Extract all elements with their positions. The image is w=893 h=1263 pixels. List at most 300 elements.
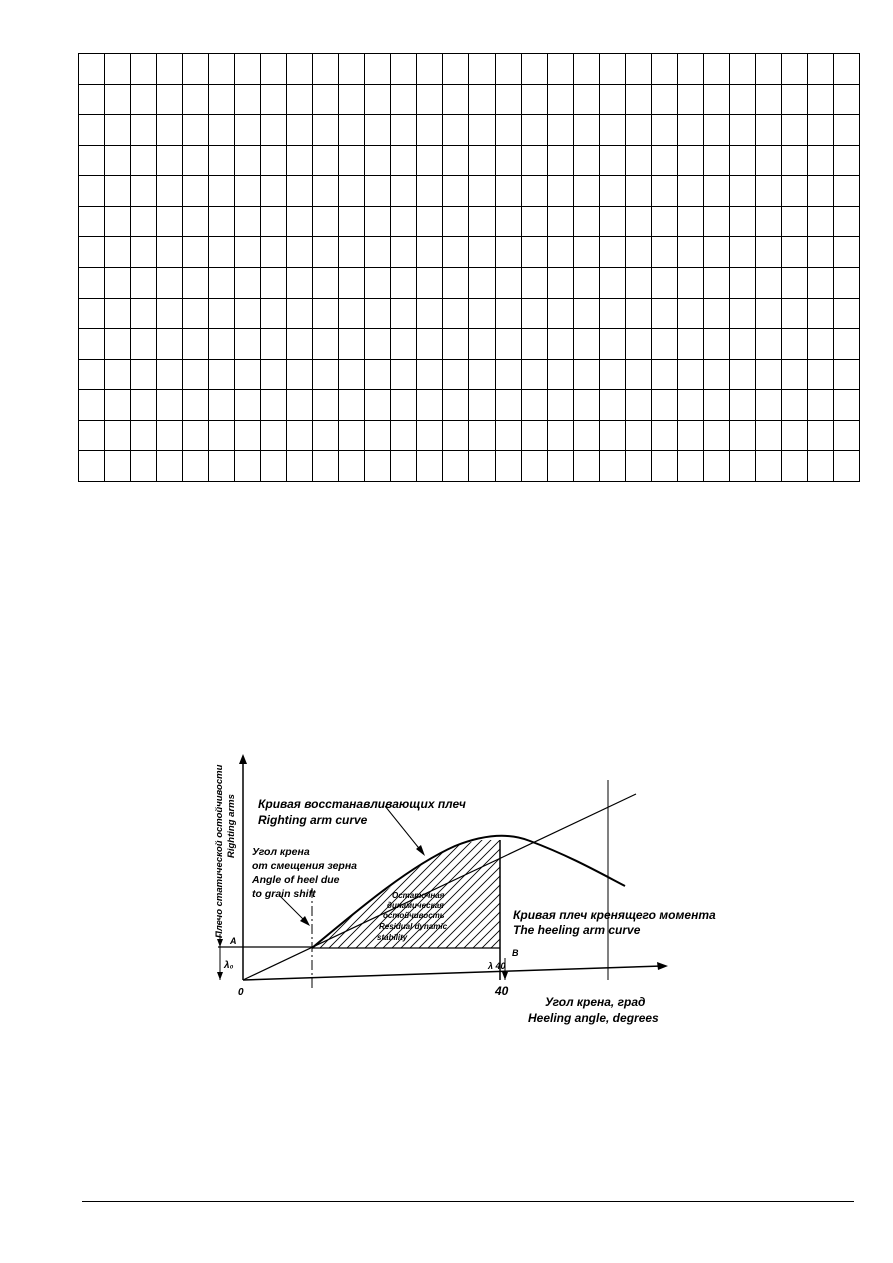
grid-cell: [547, 451, 573, 482]
grid-cell: [443, 206, 469, 237]
grid-cell: [339, 84, 365, 115]
grid-cell: [79, 145, 105, 176]
residual-label-ru-2: динамическая: [387, 901, 444, 910]
grid-cell: [547, 145, 573, 176]
grid-cell: [261, 420, 287, 451]
grid-cell: [157, 267, 183, 298]
grid-cell: [131, 451, 157, 482]
grid-cell: [313, 237, 339, 268]
grid-cell: [183, 298, 209, 329]
grid-cell: [365, 420, 391, 451]
grid-cell: [599, 176, 625, 207]
grid-cell: [261, 451, 287, 482]
grid-row: [79, 206, 860, 237]
grid-cell: [833, 267, 859, 298]
grid-cell: [157, 206, 183, 237]
grid-cell: [339, 176, 365, 207]
grid-cell: [625, 298, 651, 329]
grid-cell: [105, 359, 131, 390]
grid-cell: [209, 206, 235, 237]
grid-cell: [443, 451, 469, 482]
grid-cell: [781, 420, 807, 451]
grid-cell: [833, 84, 859, 115]
grid-cell: [391, 84, 417, 115]
grid-cell: [235, 54, 261, 85]
grid-cell: [209, 176, 235, 207]
grid-cell: [625, 84, 651, 115]
grid-cell: [417, 237, 443, 268]
grid-cell: [443, 84, 469, 115]
grid-cell: [781, 390, 807, 421]
grid-cell: [157, 420, 183, 451]
grid-cell: [703, 420, 729, 451]
grid-cell: [105, 420, 131, 451]
grid-cell: [651, 451, 677, 482]
grid-cell: [625, 237, 651, 268]
grid-cell: [261, 115, 287, 146]
grid-cell: [547, 206, 573, 237]
grid-cell: [495, 451, 521, 482]
grid-cell: [651, 420, 677, 451]
grid-row: [79, 359, 860, 390]
grid-cell: [703, 115, 729, 146]
grid-cell: [417, 329, 443, 360]
grid-cell: [625, 420, 651, 451]
grid-cell: [287, 115, 313, 146]
grid-cell: [521, 237, 547, 268]
grid-cell: [131, 176, 157, 207]
grid-cell: [625, 359, 651, 390]
grid-cell: [807, 176, 833, 207]
grid-cell: [391, 115, 417, 146]
lambda40-arrow: [502, 972, 508, 980]
grid-cell: [781, 298, 807, 329]
grid-cell: [781, 145, 807, 176]
grid-cell: [209, 145, 235, 176]
lambda0-arrow-bottom: [217, 972, 223, 980]
grid-cell: [807, 84, 833, 115]
footer-rule: [82, 1201, 854, 1202]
grid-cell: [287, 359, 313, 390]
grid-cell: [703, 329, 729, 360]
grid-cell: [781, 206, 807, 237]
grid-cell: [651, 176, 677, 207]
grid-cell: [261, 54, 287, 85]
grid-cell: [365, 329, 391, 360]
grid-cell: [729, 237, 755, 268]
grid-cell: [807, 359, 833, 390]
grid-cell: [573, 451, 599, 482]
grid-cell: [677, 54, 703, 85]
grid-cell: [599, 145, 625, 176]
grid-cell: [521, 176, 547, 207]
grid-row: [79, 329, 860, 360]
grid-cell: [781, 237, 807, 268]
grid-cell: [677, 298, 703, 329]
grid-cell: [391, 390, 417, 421]
grid-cell: [261, 390, 287, 421]
grid-cell: [573, 237, 599, 268]
residual-label-ru-1: Остаточная: [392, 891, 445, 900]
grid-cell: [755, 206, 781, 237]
grid-cell: [729, 54, 755, 85]
grid-cell: [365, 267, 391, 298]
grid-cell: [235, 115, 261, 146]
grid-cell: [183, 176, 209, 207]
grid-cell: [755, 451, 781, 482]
grid-cell: [79, 267, 105, 298]
grid-cell: [183, 329, 209, 360]
grid-cell: [79, 298, 105, 329]
grid-cell: [339, 267, 365, 298]
grid-cell: [391, 267, 417, 298]
grid-cell: [547, 359, 573, 390]
grid-cell: [573, 390, 599, 421]
grid-cell: [105, 206, 131, 237]
grid-cell: [391, 54, 417, 85]
grid-cell: [495, 176, 521, 207]
grid-cell: [755, 390, 781, 421]
grid-cell: [729, 451, 755, 482]
grid-cell: [209, 237, 235, 268]
hatch-line: [130, 828, 260, 958]
grid-cell: [391, 237, 417, 268]
grid-cell: [469, 54, 495, 85]
grid-cell: [599, 390, 625, 421]
grid-cell: [755, 329, 781, 360]
grid-cell: [521, 390, 547, 421]
grid-cell: [209, 451, 235, 482]
grain-shift-label-en-2: to grain shift: [252, 888, 316, 900]
grid-cell: [495, 267, 521, 298]
grid-cell: [313, 84, 339, 115]
x-axis-label-ru: Угол крена, град: [545, 995, 646, 1009]
grid-cell: [391, 206, 417, 237]
grid-cell: [339, 145, 365, 176]
grid-cell: [469, 115, 495, 146]
grid-cell: [807, 206, 833, 237]
grid-cell: [443, 329, 469, 360]
grid-cell: [521, 206, 547, 237]
grid-cell: [131, 115, 157, 146]
grid-cell: [131, 329, 157, 360]
grid-cell: [365, 54, 391, 85]
grid-cell: [573, 176, 599, 207]
grid-cell: [287, 329, 313, 360]
grid-cell: [781, 84, 807, 115]
grid-cell: [339, 451, 365, 482]
origin-label: 0: [238, 987, 244, 998]
grid-cell: [183, 115, 209, 146]
grid-cell: [651, 206, 677, 237]
grid-cell: [261, 84, 287, 115]
grid-cell: [495, 359, 521, 390]
grid-cell: [235, 298, 261, 329]
grid-cell: [729, 84, 755, 115]
grid-cell: [833, 176, 859, 207]
grid-cell: [833, 206, 859, 237]
grid-cell: [599, 84, 625, 115]
grid-cell: [703, 359, 729, 390]
grid-cell: [365, 359, 391, 390]
grid-cell: [781, 359, 807, 390]
grid-cell: [391, 359, 417, 390]
grid-cell: [365, 451, 391, 482]
grid-cell: [651, 237, 677, 268]
y-axis-label-ru: Плечо статической остойчивости: [214, 764, 225, 938]
grid-cell: [339, 329, 365, 360]
grid-cell: [209, 84, 235, 115]
grid-cell: [703, 145, 729, 176]
grid-cell: [157, 390, 183, 421]
grid-cell: [339, 206, 365, 237]
grid-cell: [547, 298, 573, 329]
grid-cell: [417, 176, 443, 207]
grid-cell: [625, 176, 651, 207]
grid-cell: [209, 420, 235, 451]
grid-cell: [807, 451, 833, 482]
grid-cell: [521, 84, 547, 115]
grid-cell: [547, 54, 573, 85]
grid-cell: [677, 84, 703, 115]
grid-cell: [183, 84, 209, 115]
grid-cell: [755, 176, 781, 207]
grid-cell: [235, 359, 261, 390]
grid-cell: [729, 329, 755, 360]
grid-cell: [677, 329, 703, 360]
grid-cell: [521, 420, 547, 451]
grid-cell: [651, 359, 677, 390]
grid-cell: [807, 390, 833, 421]
grid-cell: [833, 390, 859, 421]
grid-cell: [339, 115, 365, 146]
grid-cell: [807, 329, 833, 360]
grid-cell: [313, 145, 339, 176]
grid-cell: [521, 145, 547, 176]
grid-cell: [755, 359, 781, 390]
stability-diagram: [200, 748, 716, 1038]
grid-cell: [677, 267, 703, 298]
grid-cell: [339, 359, 365, 390]
grid-cell: [599, 451, 625, 482]
righting-curve-label-en: Righting arm curve: [258, 813, 368, 827]
lambda40-label: λ 40: [488, 961, 506, 971]
grid-cell: [729, 176, 755, 207]
grid-row: [79, 176, 860, 207]
grid-cell: [651, 267, 677, 298]
grid-cell: [313, 206, 339, 237]
grid-cell: [495, 115, 521, 146]
grid-cell: [625, 115, 651, 146]
grid-cell: [339, 420, 365, 451]
grid-cell: [183, 206, 209, 237]
grid-cell: [183, 267, 209, 298]
grid-cell: [79, 451, 105, 482]
grid-cell: [599, 54, 625, 85]
grain-shift-label-ru-1: Угол крена: [252, 846, 310, 858]
grid-cell: [339, 298, 365, 329]
grid-cell: [651, 390, 677, 421]
grid-cell: [365, 115, 391, 146]
grid-cell: [417, 84, 443, 115]
grid-cell: [573, 420, 599, 451]
grid-cell: [807, 145, 833, 176]
point-a-label: A: [230, 936, 237, 946]
grid-cell: [703, 206, 729, 237]
grid-cell: [287, 420, 313, 451]
grid-cell: [651, 145, 677, 176]
grid-cell: [131, 84, 157, 115]
grid-cell: [833, 237, 859, 268]
grid-cell: [833, 145, 859, 176]
grid-cell: [651, 298, 677, 329]
grid-cell: [131, 206, 157, 237]
grid-cell: [781, 54, 807, 85]
residual-stability-hatch: [130, 828, 611, 958]
grid-cell: [157, 329, 183, 360]
grid-cell: [391, 176, 417, 207]
grid-cell: [209, 359, 235, 390]
grid-cell: [157, 84, 183, 115]
grid-cell: [703, 451, 729, 482]
grid-cell: [677, 420, 703, 451]
grid-cell: [833, 54, 859, 85]
grid-cell: [755, 267, 781, 298]
grid-cell: [105, 237, 131, 268]
grid-cell: [417, 390, 443, 421]
grid-cell: [547, 267, 573, 298]
grid-cell: [599, 329, 625, 360]
grid-cell: [703, 84, 729, 115]
grid-cell: [417, 206, 443, 237]
grid-cell: [105, 298, 131, 329]
grid-cell: [807, 54, 833, 85]
grid-cell: [625, 54, 651, 85]
grid-cell: [703, 298, 729, 329]
grid-cell: [599, 298, 625, 329]
grid-cell: [131, 298, 157, 329]
grid-cell: [625, 451, 651, 482]
grid-cell: [625, 390, 651, 421]
grid-cell: [287, 237, 313, 268]
grid-cell: [703, 237, 729, 268]
grid-row: [79, 237, 860, 268]
grid-cell: [235, 329, 261, 360]
grid-cell: [313, 298, 339, 329]
grid-cell: [79, 54, 105, 85]
grid-cell: [417, 54, 443, 85]
grid-cell: [105, 267, 131, 298]
grid-cell: [729, 298, 755, 329]
grid-cell: [495, 390, 521, 421]
grid-cell: [443, 420, 469, 451]
grid-cell: [625, 206, 651, 237]
grid-cell: [261, 267, 287, 298]
grid-cell: [521, 267, 547, 298]
grid-cell: [495, 420, 521, 451]
grid-cell: [313, 176, 339, 207]
grid-cell: [495, 54, 521, 85]
grid-cell: [469, 451, 495, 482]
grid-cell: [157, 451, 183, 482]
grid-row: [79, 451, 860, 482]
grid-cell: [443, 145, 469, 176]
grid-cell: [755, 420, 781, 451]
grid-cell: [729, 359, 755, 390]
grid-cell: [287, 176, 313, 207]
grid-cell: [105, 451, 131, 482]
grid-cell: [469, 145, 495, 176]
grid-cell: [287, 298, 313, 329]
grid-cell: [365, 145, 391, 176]
grid-cell: [209, 267, 235, 298]
grid-cell: [521, 298, 547, 329]
grid-cell: [521, 115, 547, 146]
blank-grid-table: [78, 53, 860, 482]
grid-cell: [833, 420, 859, 451]
grid-cell: [391, 145, 417, 176]
grid-cell: [651, 329, 677, 360]
grid-cell: [365, 298, 391, 329]
grid-cell: [235, 237, 261, 268]
grid-cell: [547, 420, 573, 451]
point-b-label: B: [512, 948, 519, 958]
grid-body: [79, 54, 860, 482]
grid-cell: [261, 237, 287, 268]
grid-cell: [131, 420, 157, 451]
grid-cell: [157, 115, 183, 146]
grid-cell: [547, 237, 573, 268]
grid-cell: [781, 451, 807, 482]
grid-cell: [703, 176, 729, 207]
grid-cell: [287, 451, 313, 482]
grid-cell: [573, 359, 599, 390]
grid-cell: [573, 206, 599, 237]
grid-cell: [703, 54, 729, 85]
grid-cell: [599, 115, 625, 146]
grid-cell: [105, 329, 131, 360]
grid-cell: [105, 84, 131, 115]
grid-cell: [833, 115, 859, 146]
grid-cell: [209, 390, 235, 421]
grid-cell: [469, 329, 495, 360]
grid-cell: [729, 115, 755, 146]
grid-cell: [261, 329, 287, 360]
grid-cell: [469, 267, 495, 298]
grid-cell: [391, 420, 417, 451]
grid-cell: [469, 237, 495, 268]
grid-cell: [313, 115, 339, 146]
grid-cell: [599, 359, 625, 390]
residual-label-en-2: stability: [377, 933, 408, 942]
grid-cell: [183, 420, 209, 451]
grid-cell: [625, 329, 651, 360]
grid-cell: [781, 267, 807, 298]
grid-cell: [417, 451, 443, 482]
grid-cell: [209, 54, 235, 85]
y-axis-arrow: [239, 754, 247, 764]
grid-cell: [547, 176, 573, 207]
grid-cell: [235, 420, 261, 451]
grid-cell: [287, 145, 313, 176]
grid-cell: [599, 206, 625, 237]
tick-40-label: 40: [495, 984, 509, 998]
x-axis-label-en: Heeling angle, degrees: [528, 1011, 659, 1025]
lambda0-label: λ₀: [224, 960, 234, 971]
grid-cell: [495, 206, 521, 237]
grid-cell: [235, 84, 261, 115]
grid-cell: [729, 267, 755, 298]
